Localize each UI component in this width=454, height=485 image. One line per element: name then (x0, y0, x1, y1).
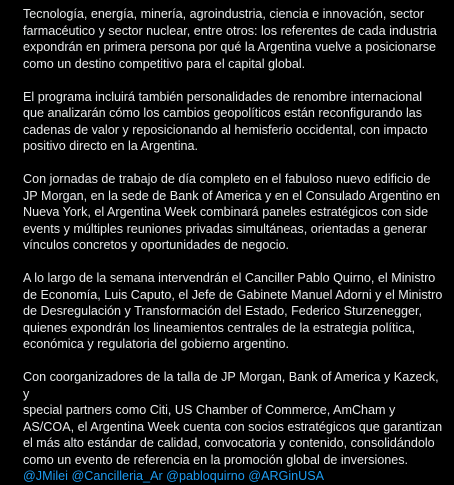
post-paragraph-3: Con jornadas de trabajo de día completo en el fabuloso nuevo edificio de JP Morgan, en la sede de Bank of America y en el Consulado Argentino en Nueva York, el Argentina Week combinará paneles estratégicos con side events y múltiples reuniones privadas simultáneas, orientadas a generar vínculos concretos y oportunidades de negocio. (23, 172, 441, 252)
mention-cancilleria[interactable]: @Cancilleria_Ar (71, 469, 163, 483)
mention-pabloquirno[interactable]: @pabloquirno (166, 469, 245, 483)
post-paragraph-2: El programa incluirá también personalidades de renombre internacional que analizarán cómo los cambios geopolíticos están reconfigurando las cadenas de valor y reposicionando al hemisferio occidental, con impacto positivo directo en la Argentina. (23, 89, 428, 153)
mention-jmilei[interactable]: @JMilei (23, 469, 68, 483)
mentions-line (23, 468, 444, 485)
post-paragraph-1: Tecnología, energía, minería, agroindustria, ciencia e innovación, sector farmacéutico y sector nuclear, entre otros: los referentes de cada industria expondrán en primera persona por qué la Argentina vuelve a posicionarse como un destino competitivo para el capital global. (23, 7, 437, 71)
mention-arginusa[interactable]: @ARGinUSA (248, 469, 325, 483)
post-paragraph-5: Con coorganizadores de la talla de JP Morgan, Bank of America y Kazeck, y special partners como Citi, US Chamber of Commerce, AmCham y AS/COA, el Argentina Week cuenta con socios estratégicos que garantizan el más alto estándar de calidad, convocatoria y contenido, consolidándolo como un evento de referencia en la promoción global de inversiones. (23, 370, 443, 467)
post-paragraph-4: A lo largo de la semana intervendrán el Canciller Pablo Quirno, el Ministro de Economía, Luis Caputo, el Jefe de Gabinete Manuel Adorni y el Ministro de Desregulación y Transformación del Estado, Federico Sturzenegger, quienes expondrán los lineamientos centrales de la estrategia política, económica y regulatoria del gobierno argentino. (23, 271, 443, 351)
